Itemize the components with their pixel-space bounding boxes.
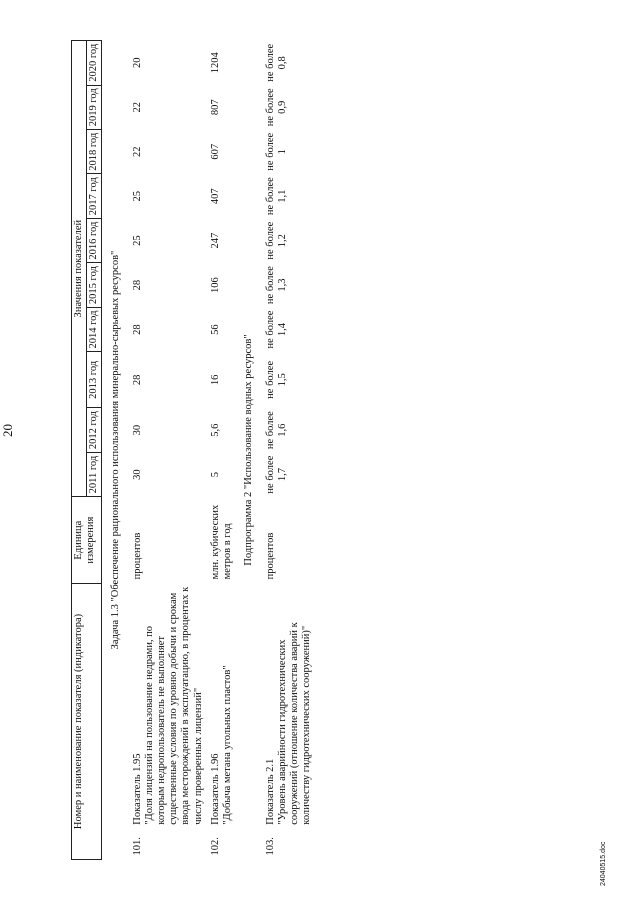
value-cell: 407 (209, 188, 221, 205)
unit-cell: процентов (264, 532, 276, 580)
table-body (102, 41, 314, 860)
value-cell: не более 0,8 (264, 43, 288, 82)
value-cell: 607 (209, 143, 221, 160)
value-cell: 106 (209, 277, 221, 293)
value-cell: не более 1,1 (264, 177, 288, 216)
indicator-header: Номер и наименование показателя (индикатора) (72, 583, 102, 859)
section-title: Подпрограмма 2 "Использование водных ресурсов" (242, 334, 254, 566)
indicator-name: Показатель 2.1 "Уровень аварийности гидротехнических сооружений (отношение количества аварий к количеству гидротехнических сооружений)" (264, 622, 312, 825)
value-cell: 28 (132, 279, 144, 291)
value-cell: не более 1,7 (264, 455, 288, 494)
indicator-name: Показатель 1.95 "Доля лицензий на пользование недрами, по которым недропользователь не выполняет существенные условия по уровню добычи и срокам ввода месторождений в эксплуатацию, в процентах к числу проверенных лицензий" (132, 586, 204, 825)
table-row (206, 41, 235, 860)
value-cell: не более 1,3 (264, 266, 288, 305)
unit-cell: млн. кубических метров в год (209, 504, 233, 580)
value-cell: 28 (132, 374, 144, 386)
value-cell: 20 (132, 57, 144, 69)
year-header: 2017 год (87, 174, 102, 218)
year-header: 2020 год (87, 41, 102, 86)
value-cell: 56 (209, 324, 221, 335)
value-cell: не более 1,5 (264, 360, 288, 399)
table-row (261, 41, 314, 860)
value-cell: не более 0,9 (264, 88, 288, 127)
value-cell: 25 (132, 235, 144, 246)
value-cell: 30 (132, 424, 144, 436)
value-cell: 16 (209, 374, 221, 386)
value-cell: не более 1,2 (264, 221, 288, 260)
value-cell: 807 (209, 99, 221, 116)
year-header: 2018 год (87, 130, 102, 174)
value-cell: 5 (209, 471, 221, 478)
value-cell: 247 (209, 232, 221, 249)
year-header: 2011 год (87, 452, 102, 496)
value-cell: 28 (132, 324, 144, 335)
section-row (235, 41, 261, 860)
indicator-name: Показатель 1.96 "Добыча метана угольных пластов" (209, 665, 233, 825)
unit-cell: процентов (132, 532, 144, 580)
value-cell: не более 1,4 (264, 310, 288, 349)
unit-header: Единица измерения (72, 497, 102, 584)
section-row (102, 41, 129, 860)
section-title: Задача 1.3 "Обеспечение рационального использования минерально-сырьевых ресурсов" (110, 250, 122, 650)
value-cell: не более 1,6 (264, 411, 288, 450)
value-cell: 22 (132, 146, 144, 157)
row-number: 103. (264, 837, 276, 856)
year-header: 2014 год (87, 307, 102, 351)
footer-code: 24040515.doc (600, 841, 607, 886)
row-number: 102. (209, 837, 221, 856)
year-header: 2013 год (87, 352, 102, 408)
value-cell: 1204 (209, 52, 221, 74)
value-cell: 25 (132, 190, 144, 202)
year-header: 2012 год (87, 408, 102, 452)
value-cell: 22 (132, 102, 144, 113)
values-header: Значения показателей (72, 41, 87, 497)
value-cell: 30 (132, 469, 144, 480)
rotated-table-container (71, 40, 601, 860)
year-header: 2019 год (87, 85, 102, 129)
table-row (128, 41, 205, 860)
year-header: 2016 год (87, 218, 102, 262)
year-header: 2015 год (87, 263, 102, 307)
value-cell: 5,6 (209, 423, 221, 437)
page-number: 20 (0, 424, 15, 437)
value-cell: не более 1 (264, 132, 288, 171)
row-number: 101. (132, 837, 144, 856)
indicators-table (71, 40, 314, 860)
